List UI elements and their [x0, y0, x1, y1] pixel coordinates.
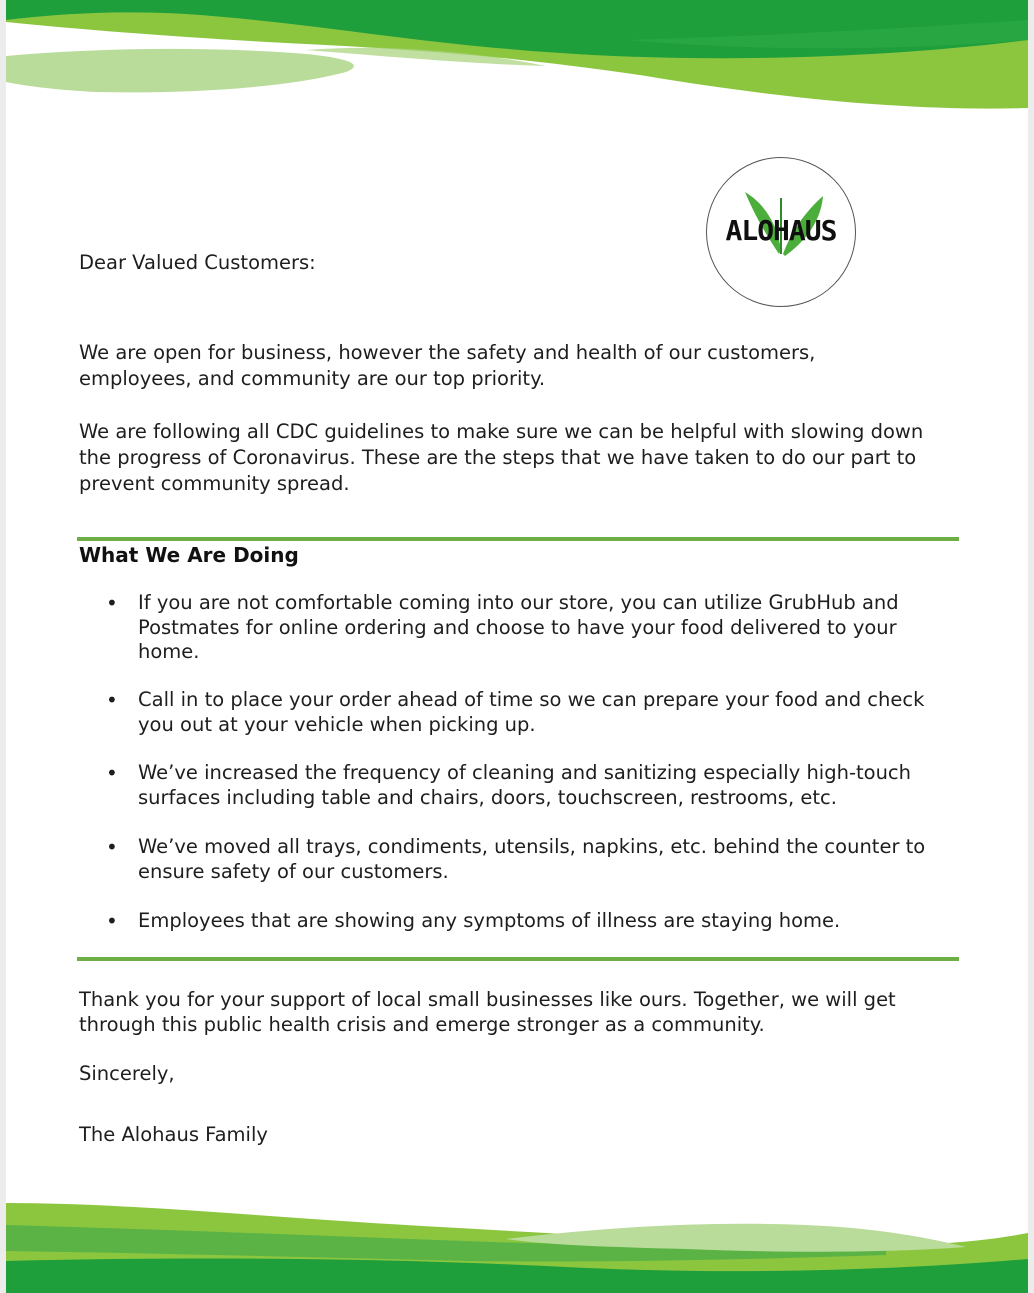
list-item-text — [138, 835, 925, 884]
text-line: If you are not comfortable coming into our store, you can utilize GrubHub and — [138, 591, 899, 614]
footer-wave-decoration — [6, 1195, 1028, 1293]
text-line: employees, and community are our top priority. — [79, 367, 546, 390]
bullet-marker: • — [106, 688, 118, 712]
list-item-text — [138, 909, 840, 934]
text-line: Thank you for your support of local small businesses like ours. Together, we will get — [79, 988, 896, 1011]
text-line: We’ve moved all trays, condiments, utensils, napkins, etc. behind the counter to — [138, 835, 926, 858]
text-line: through this public health crisis and emerge stronger as a community. — [79, 1012, 765, 1036]
text-line: you out at your vehicle when picking up. — [138, 712, 536, 736]
text-line: We are following all CDC guidelines to make sure we can be helpful with slowing down — [79, 420, 924, 443]
text-line: We are open for business, however the safety and health of our customers, — [79, 341, 816, 364]
closing: Sincerely, — [79, 1062, 175, 1085]
section-title: What We Are Doing — [79, 543, 299, 567]
list-item-text — [138, 761, 911, 810]
alohaus-logo — [706, 157, 856, 307]
bullet-marker: • — [106, 909, 118, 933]
thank-you-paragraph — [79, 988, 896, 1037]
signature: The Alohaus Family — [79, 1123, 268, 1146]
text-line: surfaces including table and chairs, doors, touchscreen, restrooms, etc. — [138, 785, 837, 809]
text-line: Postmates for online ordering and choose to have your food delivered to your — [138, 615, 897, 639]
text-line: home. — [138, 640, 200, 663]
logo-wordmark: ALOHAUS — [725, 214, 837, 247]
header-wave-decoration — [6, 0, 1028, 115]
bullet-marker: • — [106, 591, 118, 615]
list-item-text — [138, 688, 924, 737]
page-edge-left — [0, 0, 6, 1293]
page-edge-right — [1028, 0, 1034, 1293]
list-item-text — [138, 591, 899, 665]
text-line: Call in to place your order ahead of time so we can prepare your food and check — [138, 688, 925, 711]
text-line: prevent community spread. — [79, 472, 350, 495]
salutation: Dear Valued Customers: — [79, 251, 316, 274]
bullet-marker: • — [106, 835, 118, 859]
text-line: ensure safety of our customers. — [138, 859, 449, 883]
text-line: Employees that are showing any symptoms of illness are staying home. — [138, 909, 841, 932]
text-line: the progress of Coronavirus. These are the steps that we have taken to do our part to — [79, 446, 917, 469]
section-divider-bottom — [77, 957, 959, 961]
section-divider-top — [77, 537, 959, 541]
cdc-paragraph — [79, 419, 923, 497]
bullet-marker: • — [106, 761, 118, 785]
text-line: We’ve increased the frequency of cleaning and sanitizing especially high-touch — [138, 761, 912, 784]
intro-paragraph — [79, 340, 815, 392]
